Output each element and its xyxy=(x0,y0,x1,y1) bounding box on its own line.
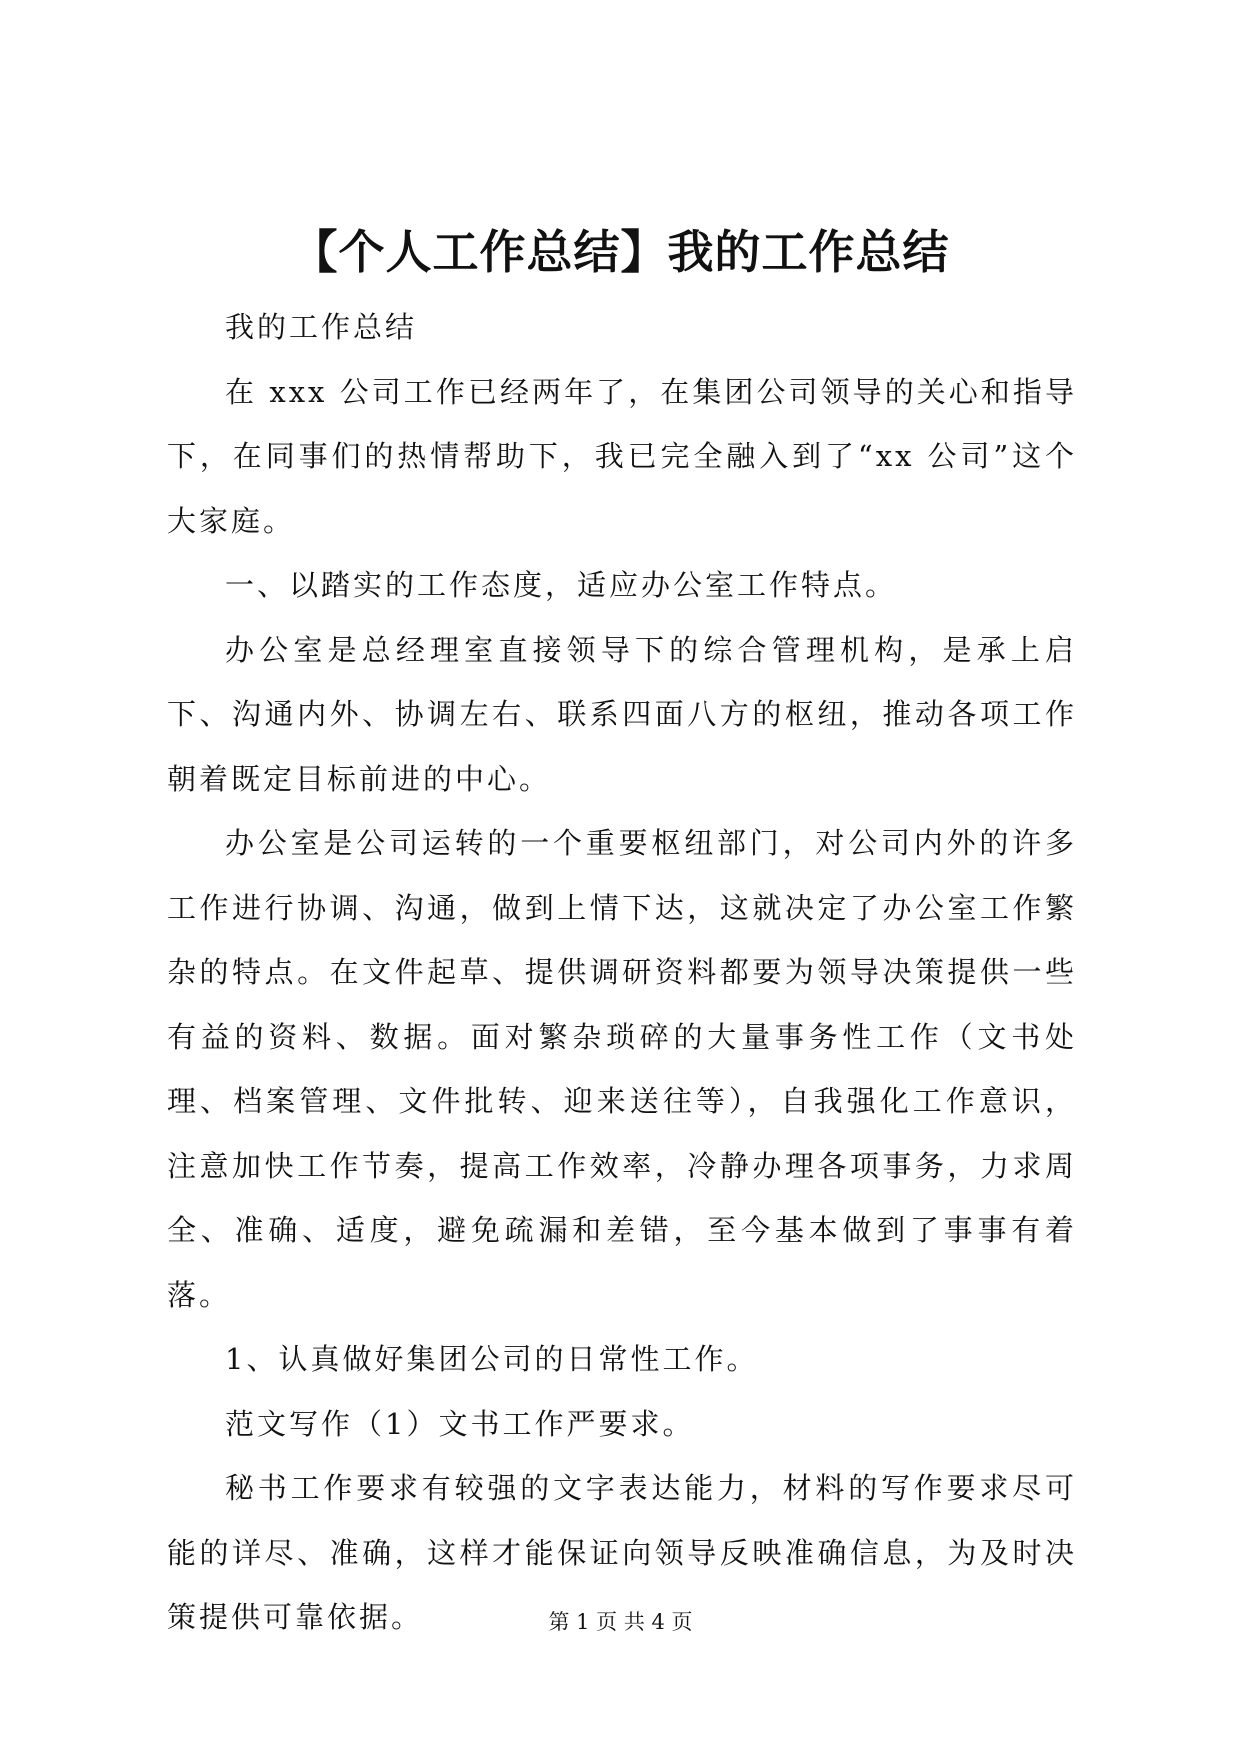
paragraph: 一、以踏实的工作态度，适应办公室工作特点。 xyxy=(225,568,898,602)
page-footer: 第 1 页 共 4 页 xyxy=(548,1610,693,1634)
document-title: 【个人工作总结】我的工作总结 xyxy=(291,225,950,279)
paragraph: 办公室是总经理室直接领导下的综合管理机构，是承上启下、沟通内外、协调左右、联系四面八方的枢纽，推动各项工作朝着既定目标前进的中心。 xyxy=(167,632,1077,796)
paragraph: 范文写作（1）文书工作严要求。 xyxy=(225,1406,695,1441)
document-body xyxy=(167,295,1077,1650)
paragraph: 秘书工作要求有较强的文字表达能力，材料的写作要求尽可能的详尽、准确，这样才能保证向领导反映准确信息，为及时决策提供可靠依据。 xyxy=(167,1471,1077,1634)
paragraph: 1、认真做好集团公司的日常性工作。 xyxy=(225,1342,759,1376)
paragraph: 办公室是公司运转的一个重要枢纽部门，对公司内外的许多工作进行协调、沟通，做到上情下达，这就决定了办公室工作繁杂的特点。在文件起草、提供调研资料都要为领导决策提供一些有益的资料、数据。面对繁杂琐碎的大量事务性工作（文书处理、档案管理、文件批转、迎来送往等），自我强化工作意识，注意加快工作节奏，提高工作效率，冷静办理各项事务，力求周全、准确、适度，避免疏漏和差错，至今基本做到了事事有着落。 xyxy=(167,826,1077,1312)
paragraph: 在 xxx 公司工作已经两年了，在集团公司领导的关心和指导下，在同事们的热情帮助下，我已完全融入到了“xx 公司”这个大家庭。 xyxy=(167,374,1077,538)
paragraph: 我的工作总结 xyxy=(225,310,418,344)
